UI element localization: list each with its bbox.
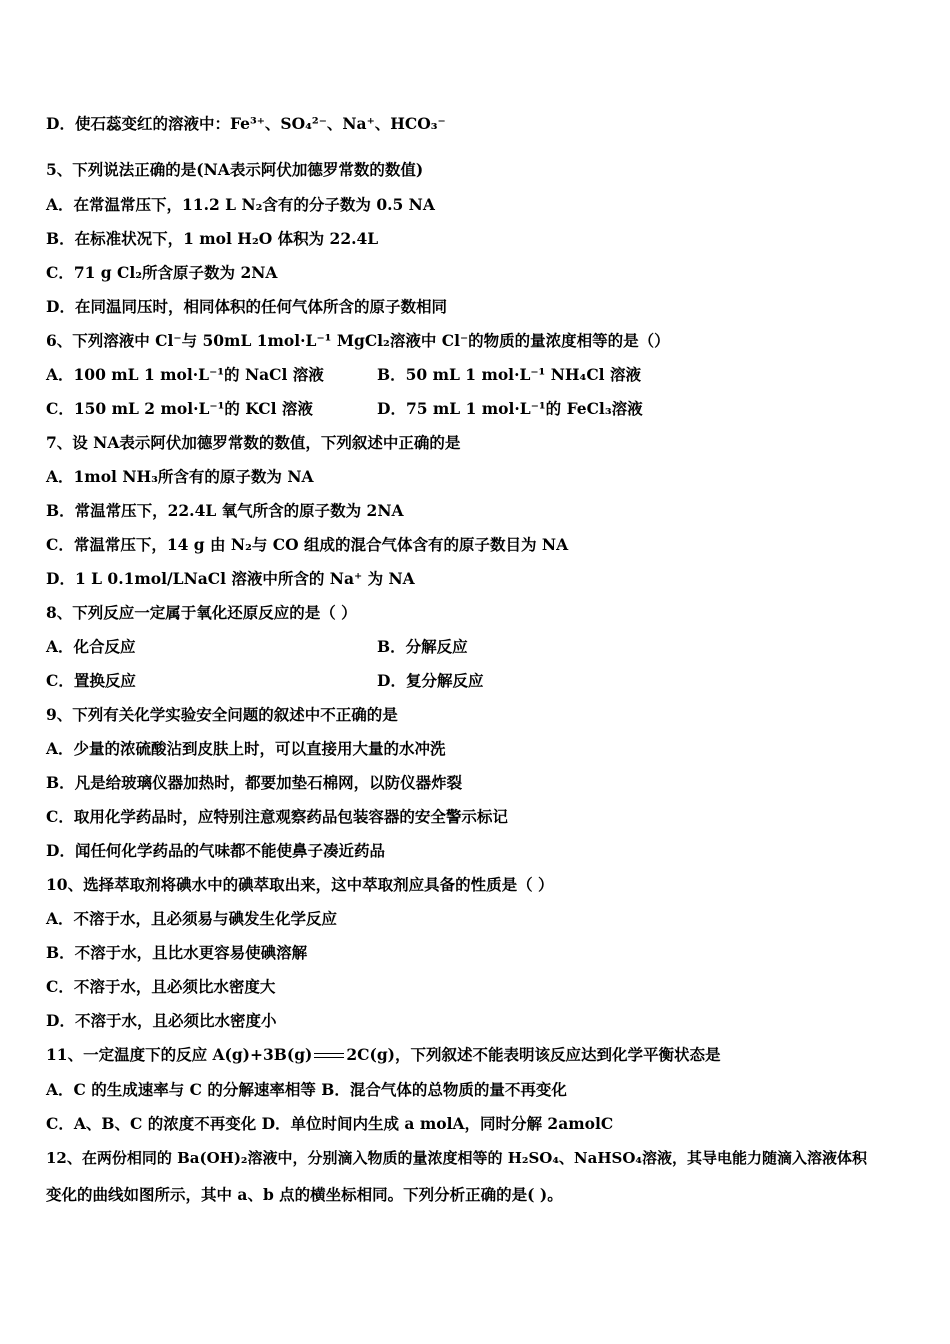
equilibrium-arrow-icon: [312, 1051, 346, 1061]
q9-option-b: B．凡是给玻璃仪器加热时，都要加垫石棉网，以防仪器炸裂: [46, 773, 463, 792]
q6-option-a: A．100 mL 1 mol·L⁻¹的 NaCl 溶液: [46, 365, 324, 384]
q7-stem: 7、设 NA表示阿伏加德罗常数的数值，下列叙述中正确的是: [46, 433, 461, 452]
q11-stem-pre: 11、一定温度下的反应 A(g)+3B(g): [46, 1045, 313, 1064]
q12-stem-line2: 变化的曲线如图所示，其中 a、b 点的横坐标相同。下列分析正确的是( )。: [46, 1185, 563, 1204]
q10-option-b: B．不溶于水，且比水更容易使碘溶解: [46, 943, 308, 962]
q10-option-d: D．不溶于水，且必须比水密度小: [46, 1011, 277, 1030]
q5-option-d: D．在同温同压时，相同体积的任何气体所含的原子数相同: [46, 297, 447, 316]
q11-stem-post: 2C(g)，下列叙述不能表明该反应达到化学平衡状态是: [346, 1045, 721, 1064]
q7-option-c: C．常温常压下，14 g 由 N₂与 CO 组成的混合气体含有的原子数目为 NA: [46, 535, 569, 554]
q11-stem: [46, 1045, 721, 1065]
q11-options-ab: A．C 的生成速率与 C 的分解速率相等 B．混合气体的总物质的量不再变化: [46, 1080, 567, 1099]
q6-stem: 6、下列溶液中 Cl⁻与 50mL 1mol·L⁻¹ MgCl₂溶液中 Cl⁻的物质的量浓度相等的是（）: [46, 331, 670, 350]
q6-option-b: B．50 mL 1 mol·L⁻¹ NH₄Cl 溶液: [377, 365, 641, 384]
q12-stem-line1: 12、在两份相同的 Ba(OH)₂溶液中，分别滴入物质的量浓度相等的 H₂SO₄、NaHSO₄溶液，其导电能力随滴入溶液体积: [46, 1149, 868, 1167]
q7-option-b: B．常温常压下，22.4L 氧气所含的原子数为 2NA: [46, 501, 404, 520]
q8-option-d: D．复分解反应: [377, 671, 484, 690]
q9-option-a: A．少量的浓硫酸沾到皮肤上时，可以直接用大量的水冲洗: [46, 739, 446, 758]
q8-stem: 8、下列反应一定属于氧化还原反应的是（ ）: [46, 603, 357, 622]
q9-option-c: C．取用化学药品时，应特别注意观察药品包装容器的安全警示标记: [46, 807, 508, 826]
q5-option-a: A．在常温常压下，11.2 L N₂含有的分子数为 0.5 NA: [46, 195, 435, 214]
q10-stem: 10、选择萃取剂将碘水中的碘萃取出来，这中萃取剂应具备的性质是（ ）: [46, 875, 554, 894]
q6-option-c: C．150 mL 2 mol·L⁻¹的 KCl 溶液: [46, 399, 313, 418]
q10-option-a: A．不溶于水，且必须易与碘发生化学反应: [46, 909, 338, 928]
q7-option-d: D．1 L 0.1mol/LNaCl 溶液中所含的 Na⁺ 为 NA: [46, 569, 415, 588]
q8-option-b: B．分解反应: [377, 637, 468, 656]
q8-option-c: C．置换反应: [46, 671, 136, 690]
q9-stem: 9、下列有关化学实验安全问题的叙述中不正确的是: [46, 705, 398, 724]
q5-option-c: C．71 g Cl₂所含原子数为 2NA: [46, 263, 278, 282]
q9-option-d: D．闻任何化学药品的气味都不能使鼻子凑近药品: [46, 841, 385, 860]
q6-option-d: D．75 mL 1 mol·L⁻¹的 FeCl₃溶液: [377, 399, 643, 418]
q4-option-d: D．使石蕊变红的溶液中：Fe³⁺、SO₄²⁻、Na⁺、HCO₃⁻: [46, 114, 446, 133]
q5-stem: 5、下列说法正确的是(NA表示阿伏加德罗常数的数值): [46, 160, 424, 179]
q7-option-a: A．1mol NH₃所含有的原子数为 NA: [46, 467, 314, 486]
q10-option-c: C．不溶于水，且必须比水密度大: [46, 977, 276, 996]
q11-options-cd: C．A、B、C 的浓度不再变化 D．单位时间内生成 a molA，同时分解 2amolC: [46, 1114, 614, 1133]
q8-option-a: A．化合反应: [46, 637, 136, 656]
q5-option-b: B．在标准状况下，1 mol H₂O 体积为 22.4L: [46, 229, 379, 248]
